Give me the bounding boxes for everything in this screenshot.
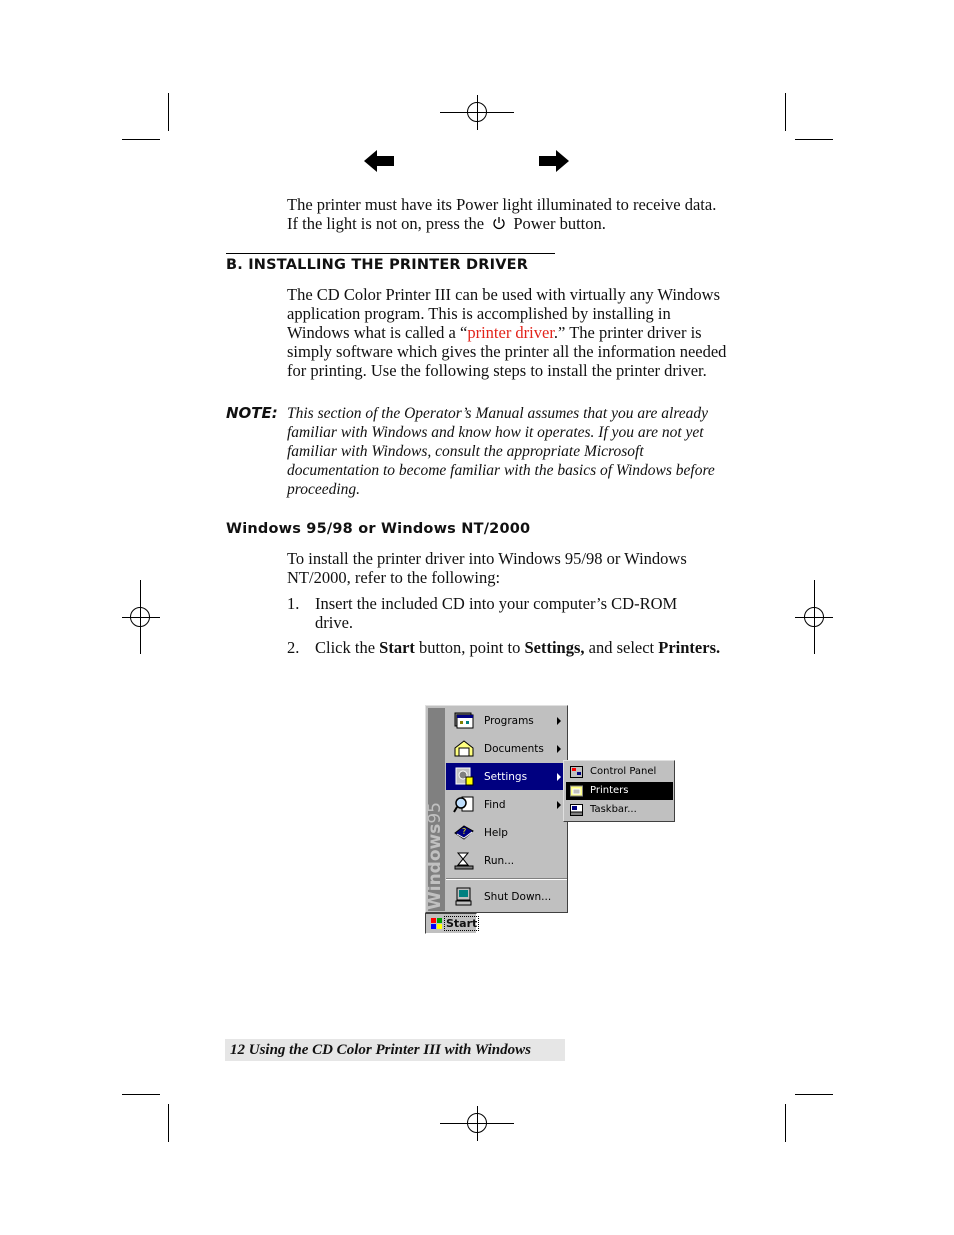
next-page-arrow-icon[interactable] — [539, 150, 569, 172]
intro-line-1: The printer must have its Power light illuminated to receive data. — [287, 195, 717, 214]
find-icon — [454, 795, 474, 814]
step-2-text: Click the Start button, point to Settings, and select Printers. — [315, 638, 721, 657]
start-button[interactable]: Start — [425, 913, 477, 934]
section-b-heading: B. INSTALLING THE PRINTER DRIVER — [226, 257, 529, 273]
step-1-text: Insert the included CD into your computer’s CD-ROM drive. — [315, 594, 678, 632]
submenu-item-control-panel[interactable]: Control Panel — [566, 763, 673, 781]
submenu-item-taskbar[interactable]: Taskbar... — [566, 801, 673, 819]
printers-icon — [570, 785, 583, 797]
step-2-number: 2. — [287, 638, 300, 657]
control-panel-icon — [570, 766, 583, 778]
section-b-text-2: .” The printer driver is simply software which gives the printer all the information needed for printing. Use the following steps to install the printer driver. — [287, 323, 727, 380]
run-icon — [454, 851, 474, 870]
windows-section-heading: Windows 95/98 or Windows NT/2000 — [226, 521, 531, 537]
programs-icon — [454, 711, 474, 730]
menu-item-settings[interactable]: Settings — [446, 763, 567, 790]
section-divider — [226, 253, 555, 254]
menu-item-shut-down[interactable]: Shut Down... — [446, 883, 567, 910]
svg-text:?: ? — [462, 827, 467, 836]
menu-item-run[interactable]: Run... — [446, 847, 567, 874]
menu-item-help[interactable]: ? Help — [446, 819, 567, 846]
intro-paragraph — [287, 195, 747, 233]
settings-icon — [454, 767, 474, 786]
settings-submenu — [563, 760, 675, 822]
step-1-number: 1. — [287, 594, 300, 613]
shut-down-icon — [454, 887, 474, 906]
documents-icon — [454, 739, 474, 758]
start-menu — [425, 705, 568, 913]
windows-intro-paragraph: To install the printer driver into Windows 95/98 or Windows NT/2000, refer to the following: — [287, 549, 687, 587]
menu-item-find[interactable]: Find — [446, 791, 567, 818]
page-footer: 12 Using the CD Color Printer III with Windows — [225, 1039, 565, 1061]
intro-line-2-after: Power button. — [513, 214, 606, 233]
section-b-text-1: The CD Color Printer III can be used with virtually any Windows application program. This is accomplished by installing in Windows what is called a “ — [287, 285, 720, 342]
note-label: NOTE: — [226, 404, 278, 422]
taskbar-icon — [570, 804, 583, 816]
menu-item-programs[interactable]: Programs — [446, 707, 567, 734]
printer-driver-link[interactable]: printer driver — [467, 323, 554, 342]
note-text: This section of the Operator’s Manual assumes that you are already familiar with Windows and know how it operates. If you are not yet familiar with Windows, consult the appropriate Microsoft documentation to become familiar with the basics of Windows before proceeding. — [287, 405, 715, 498]
windows-logo-icon — [430, 917, 444, 930]
menu-item-documents[interactable]: Documents — [446, 735, 567, 762]
intro-line-2-before: If the light is not on, press the — [287, 214, 485, 233]
previous-page-arrow-icon[interactable] — [364, 150, 394, 172]
section-b-paragraph — [287, 285, 732, 380]
power-icon — [492, 216, 506, 230]
submenu-item-printers[interactable]: Printers — [566, 782, 673, 800]
windows95-banner: Windows95 — [428, 708, 445, 911]
help-icon — [454, 823, 474, 842]
